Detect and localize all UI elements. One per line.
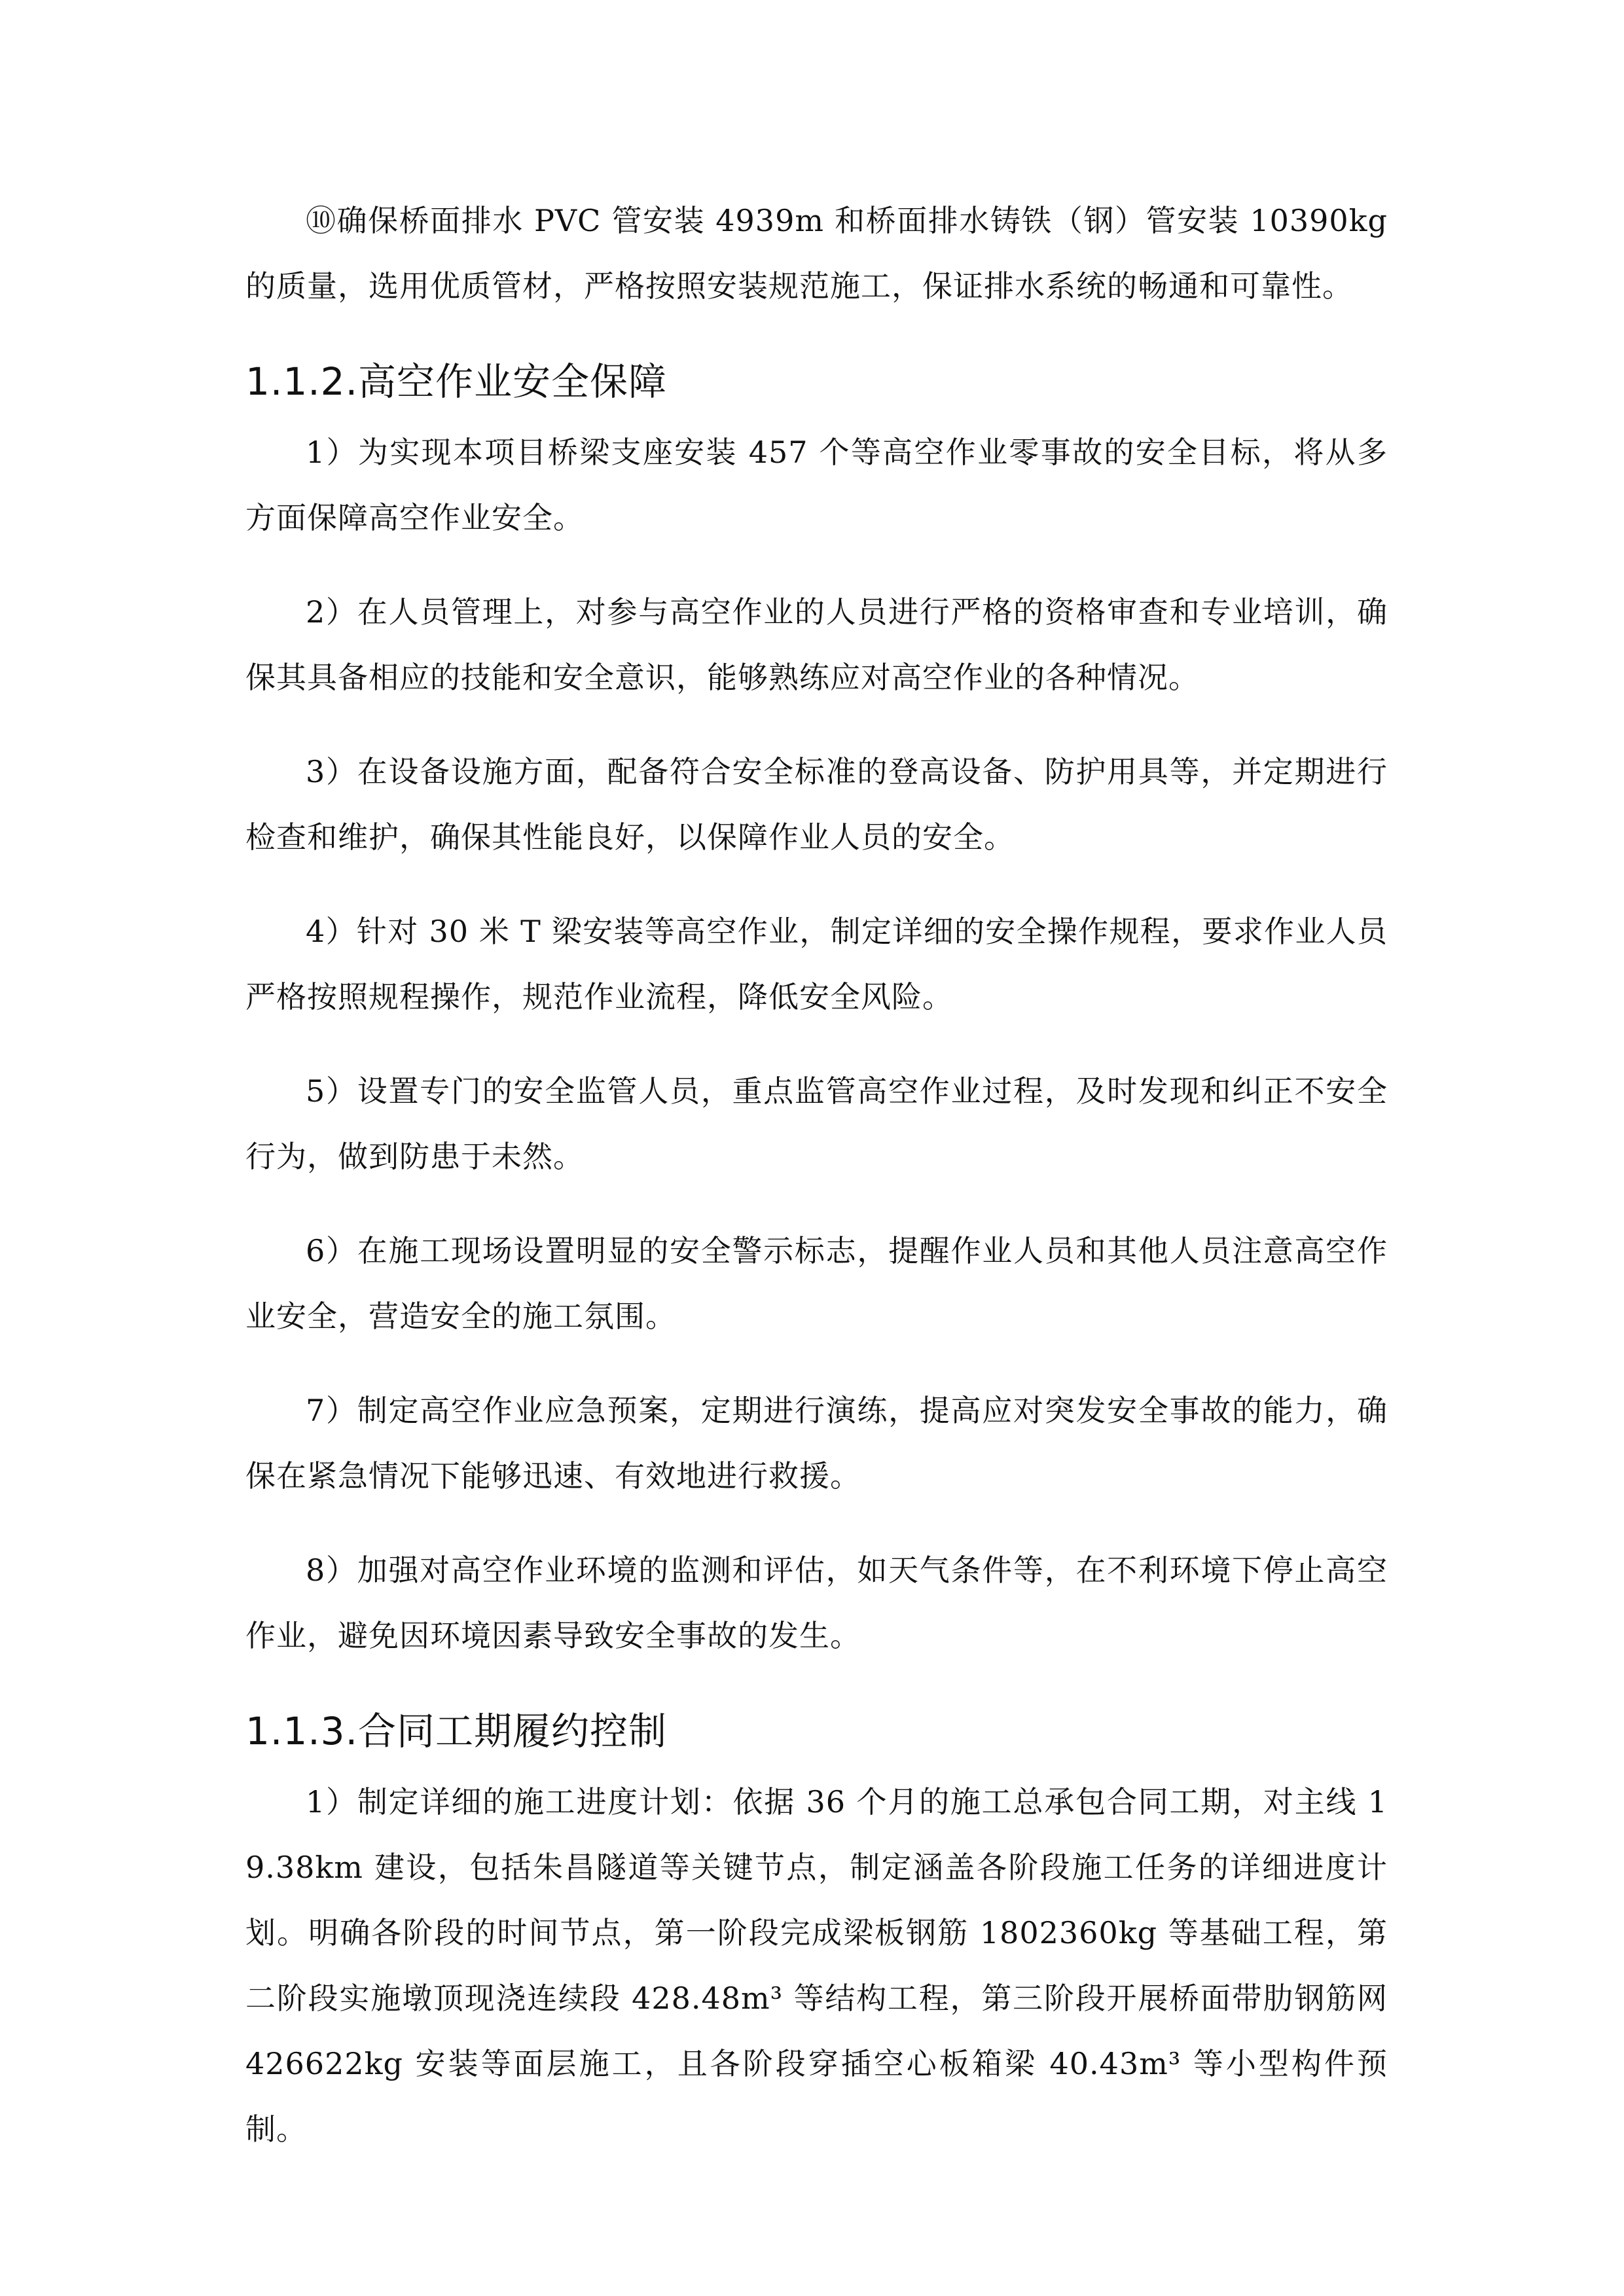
paragraph-safety-supervision: 5）设置专门的安全监管人员，重点监管高空作业过程，及时发现和纠正不安全行为，做到防患于未然。 [245,1073,1388,1174]
paragraph-environment-monitoring: 8）加强对高空作业环境的监测和评估，如天气条件等，在不利环境下停止高空作业，避免因环境因素导致安全事故的发生。 [245,1552,1388,1653]
paragraph-safety-goal: 1）为实现本项目桥梁支座安装 457 个等高空作业零事故的安全目标，将从多方面保障高空作业安全。 [245,435,1388,535]
section-heading-contract-schedule: 1.1.3.合同工期履约控制 [245,1709,668,1753]
document-body [245,188,1388,2191]
paragraph-warning-signs: 6）在施工现场设置明显的安全警示标志，提醒作业人员和其他人员注意高空作业安全，营造安全的施工氛围。 [245,1233,1388,1334]
section-heading-high-altitude-safety: 1.1.2.高空作业安全保障 [245,359,668,404]
paragraph-personnel-management: 2）在人员管理上，对参与高空作业的人员进行严格的资格审查和专业培训，确保其具备相应的技能和安全意识，能够熟练应对高空作业的各种情况。 [245,594,1388,695]
paragraph-operating-procedures: 4）针对 30 米 T 梁安装等高空作业，制定详细的安全操作规程，要求作业人员严格按照规程操作，规范作业流程，降低安全风险。 [245,914,1388,1014]
paragraph-equipment-facilities: 3）在设备设施方面，配备符合安全标准的登高设备、防护用具等，并定期进行检查和维护，确保其性能良好，以保障作业人员的安全。 [245,754,1388,855]
paragraph-emergency-plan: 7）制定高空作业应急预案，定期进行演练，提高应对突发安全事故的能力，确保在紧急情况下能够迅速、有效地进行救援。 [245,1393,1388,1494]
paragraph-drainage-quality: ⑩确保桥面排水 PVC 管安装 4939m 和桥面排水铸铁（钢）管安装 10390kg 的质量，选用优质管材，严格按照安装规范施工，保证排水系统的畅通和可靠性。 [245,203,1388,304]
paragraph-construction-schedule: 1）制定详细的施工进度计划：依据 36 个月的施工总承包合同工期，对主线 19.38km 建设，包括朱昌隧道等关键节点，制定涵盖各阶段施工任务的详细进度计划。明确各阶段的时间节点，第一阶段完成梁板钢筋 1802360kg 等基础工程，第二阶段实施墩顶现浇连续段 428.48m³ 等结构工程，第三阶段开展桥面带肋钢筋网 426622kg 安装等面层施工，且各阶段穿插空心板箱梁 40.43m³ 等小型构件预制。 [245,1784,1388,2147]
